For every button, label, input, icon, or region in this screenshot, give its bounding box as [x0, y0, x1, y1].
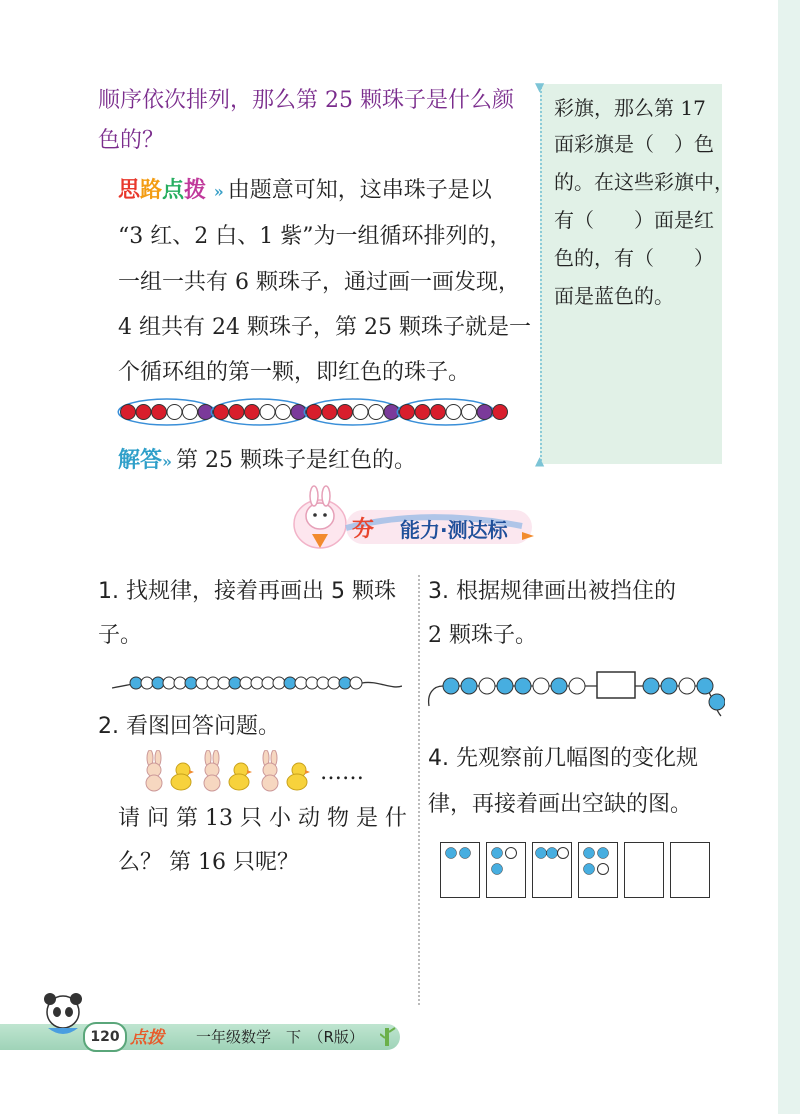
analysis-line-4: 4 组共有 24 颗珠子，第 25 颗珠子就是一: [118, 315, 531, 340]
bead-white: [679, 678, 695, 694]
bead-row-figure: [116, 394, 516, 430]
bead-red: [229, 405, 244, 420]
side-line-4: 有（ ）面是红: [554, 208, 714, 232]
dot-white: [506, 848, 517, 859]
bead-blue: [461, 678, 477, 694]
dot-blue: [446, 848, 457, 859]
dot-blue: [536, 848, 547, 859]
q4-box-6-blank[interactable]: [670, 842, 710, 898]
bead-white: [260, 405, 275, 420]
dot-blue: [584, 848, 595, 859]
bead-white: [218, 677, 230, 689]
answer-tag: 解答: [118, 448, 163, 473]
bead-red: [400, 405, 415, 420]
bead-white: [295, 677, 307, 689]
duck-icon: [171, 763, 194, 790]
bead-blue: [709, 694, 725, 710]
dot-blue: [584, 864, 595, 875]
bead-red: [152, 405, 167, 420]
bead-red: [307, 405, 322, 420]
banner-badge-icon: 夯: [352, 517, 375, 542]
analysis-tag-char-2: 路: [140, 178, 163, 203]
bead-blue: [551, 678, 567, 694]
bead-red: [415, 405, 430, 420]
q4-box-4: [578, 842, 618, 898]
q1-bead-string: [112, 668, 402, 698]
q2-animal-row: [140, 750, 320, 792]
q4-box-3: [532, 842, 572, 898]
bead-red: [338, 405, 353, 420]
q1-text-1: 1. 找规律，接着再画出 5 颗珠: [98, 579, 396, 604]
bead-blue: [152, 677, 164, 689]
banner-title: 能力·测达标: [400, 518, 508, 542]
q2-line-3: 么？ 第 16 只呢？: [118, 850, 299, 875]
side-line-1: 彩旗，那么第 17: [554, 96, 706, 120]
dot-blue: [598, 848, 609, 859]
bead-white: [353, 405, 368, 420]
q2-line-1: [98, 712, 280, 742]
q4-text-1: 4. 先观察前几幅图的变化规: [428, 746, 698, 771]
bead-white: [276, 405, 291, 420]
dot-blue: [492, 864, 503, 875]
bead-red: [245, 405, 260, 420]
analysis-line-2: “3 红、2 白、1 紫”为一组循环排列的，: [118, 224, 512, 249]
analysis-tag-char-3: 点: [162, 178, 185, 203]
q2-ellipsis: ……: [320, 760, 364, 785]
q4-line-2: 律，再接着画出空缺的图。: [428, 792, 693, 817]
dot-blue: [492, 848, 503, 859]
analysis-tag: [118, 178, 214, 203]
bead-white: [240, 677, 252, 689]
analysis-tag-marker: »: [213, 182, 224, 201]
bead-blue: [661, 678, 677, 694]
q4-box-5-blank[interactable]: [624, 842, 664, 898]
q3-text-1: 3. 根据规律画出被挡住的: [428, 579, 676, 604]
bead-red: [431, 405, 446, 420]
bead-blue: [284, 677, 296, 689]
footer-brand: 点拨: [130, 1028, 164, 1048]
q2-text-1: 2. 看图回答问题。: [98, 714, 280, 739]
side-note-box: [540, 84, 734, 464]
side-line-2: 面彩旗是（ ）色: [554, 132, 714, 156]
q4-box-2: [486, 842, 526, 898]
q3-line-2: 2 颗珠子。: [428, 623, 537, 648]
hidden-beads-cover: [597, 672, 635, 698]
bead-blue: [339, 677, 351, 689]
bead-white: [196, 677, 208, 689]
bead-white: [163, 677, 175, 689]
q2-line-2: 请 问 第 13 只 小 动 物 是 什: [118, 806, 407, 831]
rabbit-icon: [262, 750, 278, 791]
bead-blue: [229, 677, 241, 689]
bead-white: [262, 677, 274, 689]
bead-red: [121, 405, 136, 420]
q1-line-2: 子。: [98, 623, 143, 648]
dot-blue: [460, 848, 471, 859]
dot-blue: [547, 848, 558, 859]
bead-white: [141, 677, 153, 689]
q3-line-1: [428, 577, 676, 607]
q1-line-1: [98, 577, 396, 607]
analysis-tag-char-4: 拨: [184, 178, 207, 203]
page-number: 120: [83, 1022, 127, 1052]
ability-banner: [290, 484, 538, 556]
bead-white: [273, 677, 285, 689]
bead-blue: [443, 678, 459, 694]
bead-white: [462, 405, 477, 420]
side-line-3: 的。在这些彩旗中，: [554, 170, 734, 194]
q3-bead-string: [425, 666, 725, 722]
bead-white: [369, 405, 384, 420]
side-top-arrow-icon: ▼: [535, 80, 545, 94]
bead-blue: [185, 677, 197, 689]
bead-red: [322, 405, 337, 420]
bead-white: [479, 678, 495, 694]
analysis-line-1: [118, 176, 492, 207]
bead-red: [214, 405, 229, 420]
bead-white: [174, 677, 186, 689]
rabbit-icon: [146, 750, 162, 791]
bead-red: [136, 405, 151, 420]
answer-line: [118, 446, 416, 477]
bead-blue: [643, 678, 659, 694]
bead-blue: [130, 677, 142, 689]
bead-red: [493, 405, 508, 420]
side-line-6: 面是蓝色的。: [554, 284, 674, 308]
q4-box-1: [440, 842, 480, 898]
side-line-5: 色的，有（ ）: [554, 246, 714, 270]
bead-white: [569, 678, 585, 694]
bead-white: [167, 405, 182, 420]
bead-white: [328, 677, 340, 689]
answer-text: 第 25 颗珠子是红色的。: [176, 448, 416, 473]
duck-icon: [229, 763, 252, 790]
right-edge-strip: [778, 0, 800, 1114]
analysis-tag-char-1: 思: [118, 178, 141, 203]
bead-white: [350, 677, 362, 689]
bead-white: [207, 677, 219, 689]
side-bottom-arrow-icon: ▲: [535, 454, 545, 468]
intro-line-2: 色的？: [98, 128, 165, 153]
rabbit-icon: [204, 750, 220, 791]
bead-blue: [515, 678, 531, 694]
bead-white: [183, 405, 198, 420]
bamboo-icon: [380, 1026, 396, 1048]
bead-white: [317, 677, 329, 689]
footer-book-title: 一年级数学 下 （R版）: [196, 1028, 364, 1046]
q4-line-1: [428, 744, 698, 774]
dot-white: [558, 848, 569, 859]
intro-line-1: 顺序依次排列，那么第 25 颗珠子是什么颜: [98, 88, 514, 113]
bead-white: [306, 677, 318, 689]
bead-blue: [697, 678, 713, 694]
bead-blue: [497, 678, 513, 694]
panda-mascot-icon: [40, 990, 86, 1040]
analysis-line-3: 一组一共有 6 颗珠子，通过画一画发现，: [118, 270, 520, 295]
bead-white: [533, 678, 549, 694]
analysis-line-5: 个循环组的第一颗，即红色的珠子。: [118, 360, 471, 385]
bead-purple: [477, 405, 492, 420]
bead-white: [251, 677, 263, 689]
column-divider: [418, 575, 420, 1005]
answer-tag-marker: »: [162, 452, 173, 471]
dot-white: [598, 864, 609, 875]
bead-white: [446, 405, 461, 420]
analysis-text-1: 由题意可知，这串珠子是以: [227, 178, 492, 203]
duck-icon: [287, 763, 310, 790]
